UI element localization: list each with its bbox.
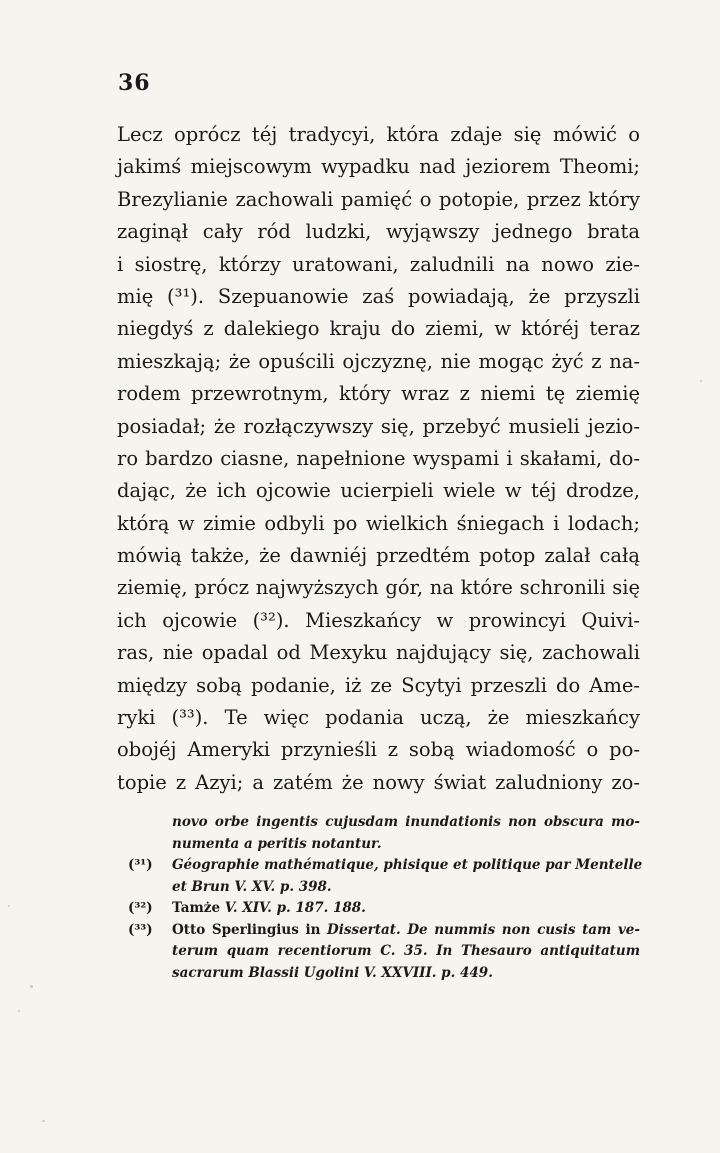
footnote-33-continuation: sacrarum Blassii Ugolini V. XXVIII. p. 449. [172,964,493,981]
body-line: rodem przewrotnym, który wraz z niemi tę ziemię [117,382,640,406]
footnote-marker: (³³) [128,921,153,938]
body-line: ziemię, prócz najwyższych gór, na które schronili się [117,576,640,600]
paper-speck [700,380,702,382]
footnote-31 [128,855,643,877]
body-line: niegdyś z dalekiego kraju do ziemi, w któréj teraz [117,317,640,341]
page-number: 36 [118,70,151,96]
body-line: i siostrę, którzy uratowani, zaludnili na nowo zie- [117,252,640,276]
footnote-32 [128,898,640,920]
body-line: obojéj Ameryki przynieśli z sobą wiadomość o po- [117,738,640,762]
body-line: topie z Azyi; a zatém że nowy świat zaludniony zo- [117,770,640,794]
footnote-reference: V. XIV. p. 187. 188. [224,900,366,916]
body-line: zaginął cały ród ludzki, wyjąwszy jednego brata [117,220,640,244]
body-line: dając, że ich ojcowie ucierpieli wiele w téj drodze, [117,479,640,503]
body-line: ras, nie opadal od Mexyku najdujący się, zachowali [117,641,640,665]
footnote-33 [128,920,640,942]
body-line: Brezylianie zachowali pamięć o potopie, przez który [117,187,640,211]
body-line: mię (³¹). Szepuanowie zaś powiadają, że przyszli [117,284,640,308]
footnote-33-continuation: terum quam recentiorum C. 35. In Thesauro antiquitatum [172,943,640,959]
body-line: jakimś miejscowym wypadku nad jeziorem Theomi; [117,155,640,179]
body-line: ro bardzo ciasne, napełnione wyspami i skałami, do- [117,446,640,470]
body-line: posiadał; że rozłączywszy się, przebyć musieli jezio- [117,414,640,438]
body-line: Lecz oprócz téj tradycyi, która zdaje się mówić o [117,123,640,146]
footnote-31-continuation: et Brun V. XV. p. 398. [172,878,332,895]
body-line: ryki (³³). Te więc podania uczą, że mieszkańcy [117,706,640,730]
body-line: którą w zimie odbyli po wielkich śniegach i lodach; [117,511,640,535]
footnotes [128,812,643,984]
body-line: między sobą podanie, iż ze Scytyi przeszli do Ame- [117,673,640,697]
footnote-text: Otto Sperlingius in [172,921,328,938]
body-line: mówią także, że dawniéj przedtém potop zalał całą [117,544,640,568]
footnote-text: Tamże [172,900,225,916]
paper-speck [30,985,33,988]
footnote-text: Géographie mathématique, phisique et politique par Mentelle [172,857,643,873]
footnote-reference: Dissertat. De nummis non cusis tam ve- [327,921,640,938]
body-line: mieszkają; że opuścili ojczyznę, nie mogąc żyć z na- [117,349,640,373]
body-line: ich ojcowie (³²). Mieszkańcy w prowincyi Quivi- [117,608,640,632]
paper-speck [42,1120,45,1122]
main-text [117,119,640,799]
paper-speck [8,905,10,907]
footnote-continuation-line: numenta a peritis notantur. [172,835,382,852]
footnote-marker: (³²) [128,900,153,916]
footnote-continuation-line: novo orbe ingentis cujusdam inundationis non obscura mo- [172,814,640,830]
paper-speck [18,1010,20,1012]
footnote-marker: (³¹) [128,857,153,873]
